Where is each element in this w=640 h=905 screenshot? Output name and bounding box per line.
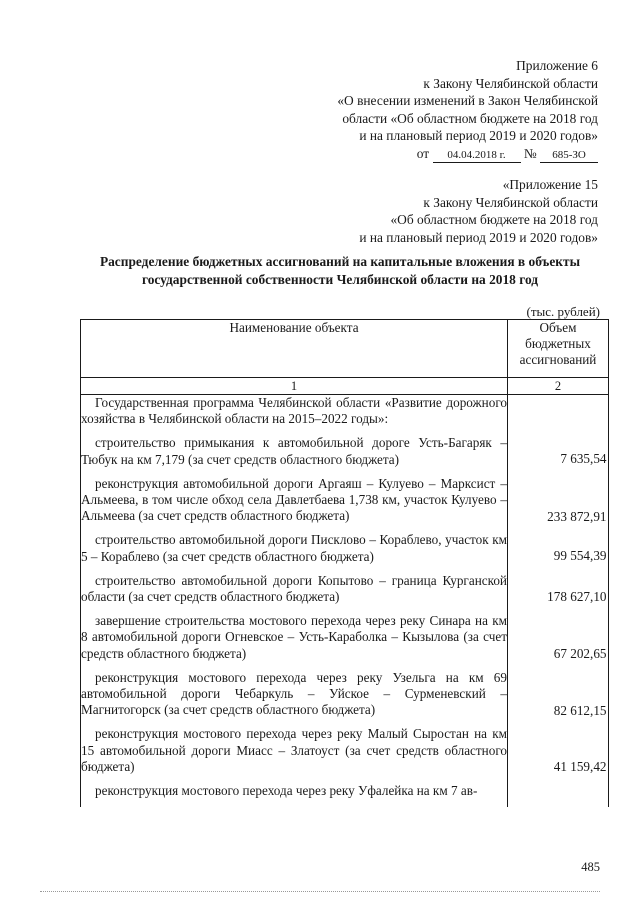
header2-line: «Об областном бюджете на 2018 год — [390, 212, 598, 228]
object-row — [81, 613, 607, 662]
document-title — [60, 253, 620, 288]
object-name: реконструкция мостового перехода через реку Уфалейка на км 7 ав- — [95, 783, 478, 799]
header-line: «О внесении изменений в Закон Челябинской — [337, 93, 598, 109]
object-amount: 233 872,91 — [547, 508, 607, 524]
object-amount: 178 627,10 — [547, 588, 607, 604]
title-line-1: Распределение бюджетных ассигнований на капитальные вложения в объекты — [99, 254, 581, 269]
header-line: Приложение 6 — [516, 58, 598, 73]
allocation-table — [80, 319, 609, 807]
object-name: строительство автомобильной дороги Писклово – Кораблево, участок км 5 – Кораблево (за счет средств областного бюджета) — [81, 532, 507, 564]
from-label: от — [416, 145, 430, 161]
object-amount: 41 159,42 — [553, 759, 607, 775]
title-line-2: государственной собственности Челябинской области на 2018 год — [141, 271, 539, 287]
header2-line: к Закону Челябинской области — [423, 194, 598, 210]
object-name: реконструкция автомобильной дороги Аргаяш – Кулуево – Марксист – Альмеева, в том числе обход села Давлетбаева 1,738 км, участок Кулуево – Альмеева (за счет средств областного бюджета) — [81, 475, 507, 524]
object-amount: 7 635,54 — [560, 451, 607, 467]
object-row — [81, 726, 607, 775]
header-line: области «Об областном бюджете на 2018 год — [342, 110, 598, 126]
number-label: № — [523, 145, 537, 161]
object-name: строительство автомобильной дороги Копытово – граница Курганской области (за счет средств областного бюджета) — [81, 572, 507, 605]
column-number-2: 2 — [508, 378, 609, 395]
object-amount: 82 612,15 — [553, 702, 607, 718]
object-amount: 99 554,39 — [553, 548, 607, 564]
object-name: завершение строительства мостового перехода через реку Синара на км 8 автомобильной дороги Огневское – Усть-Караболка – Кызылова (за счет средств областного бюджета) — [81, 613, 507, 661]
column-header-amount-line: ассигнований — [519, 352, 597, 367]
object-row — [81, 572, 607, 605]
column-header-name: Наименование объекта — [81, 320, 508, 378]
appendix-header — [337, 57, 598, 163]
column-header-amount-line: Объем — [539, 320, 577, 335]
object-amount: 67 202,65 — [553, 646, 607, 662]
law-number: 685-ЗО — [540, 149, 598, 163]
object-row — [81, 783, 507, 799]
column-header-amount-line: бюджетных — [525, 336, 591, 351]
law-date: 04.04.2018 г. — [433, 149, 521, 163]
program-heading: Государственная программа Челябинской области «Развитие дорожного хозяйства в Челябинской области на 2015–2022 годы»: — [81, 395, 507, 427]
header2-line: «Приложение 15 — [502, 177, 598, 192]
objects-list — [81, 435, 607, 799]
header-line: к Закону Челябинской области — [423, 75, 598, 91]
object-row — [81, 532, 607, 564]
object-name: строительство примыкания к автомобильной дороге Усть-Багаряк – Тюбук на км 7,179 (за счет средств областного бюджета) — [81, 435, 507, 467]
scan-footer-line — [40, 891, 600, 892]
page-number: 485 — [581, 860, 600, 874]
object-row — [81, 669, 607, 719]
object-row — [81, 435, 607, 467]
object-name: реконструкция мостового перехода через реку Малый Сыростан на км 15 автомобильной дороги Миасс – Златоуст (за счет средств областного бюджета) — [81, 726, 507, 774]
units-label: (тыс. рублей) — [526, 304, 600, 319]
law-date-number-line — [337, 145, 598, 163]
appendix-header-original — [359, 176, 598, 246]
header-line: и на плановый период 2019 и 2020 годов» — [359, 128, 598, 144]
objects-cell — [81, 395, 607, 808]
column-header-amount — [508, 320, 609, 378]
column-number-1: 1 — [81, 378, 508, 395]
object-name: реконструкция мостового перехода через реку Узельга на км 69 автомобильной дороги Чебаркуль – Уйское – Сурменевский – Магнитогорск (за счет средств областного бюджета) — [81, 669, 507, 718]
object-row — [81, 475, 607, 525]
header2-line: и на плановый период 2019 и 2020 годов» — [359, 229, 598, 245]
